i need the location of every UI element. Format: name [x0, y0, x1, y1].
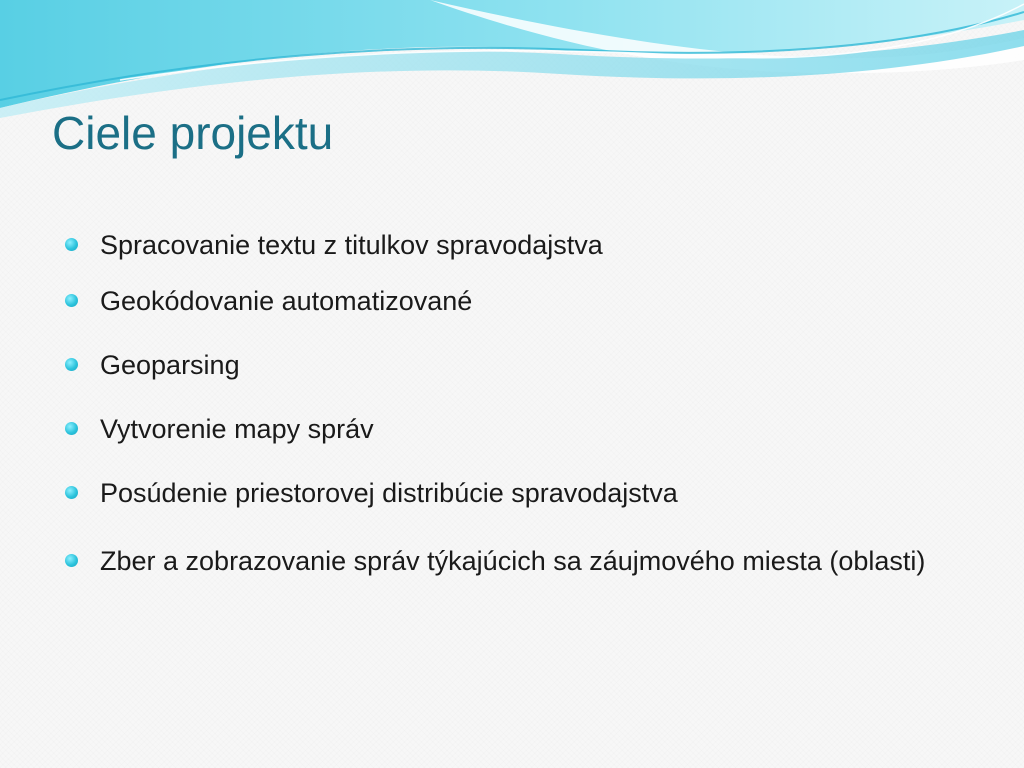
bullet-list [62, 222, 962, 588]
bullet-icon [65, 238, 78, 251]
list-item [62, 278, 962, 324]
bullet-text: Geokódovanie automatizované [100, 286, 473, 316]
list-item [62, 406, 962, 452]
list-item [62, 222, 962, 268]
bullet-text: Spracovanie textu z titulkov spravodajstva [100, 230, 603, 260]
bullet-text: Posúdenie priestorovej distribúcie spravodajstva [100, 478, 678, 508]
list-item [62, 470, 962, 516]
bullet-icon [65, 358, 78, 371]
list-item [62, 534, 962, 588]
list-item [62, 342, 962, 388]
bullet-text: Zber a zobrazovanie správ týkajúcich sa záujmového miesta (oblasti) [100, 546, 926, 576]
bullet-icon [65, 294, 78, 307]
bullet-text: Vytvorenie mapy správ [100, 414, 374, 444]
bullet-icon [65, 422, 78, 435]
slide-title: Ciele projektu [52, 107, 334, 159]
bullet-icon [65, 554, 78, 567]
bullet-icon [65, 486, 78, 499]
bullet-text: Geoparsing [100, 350, 240, 380]
